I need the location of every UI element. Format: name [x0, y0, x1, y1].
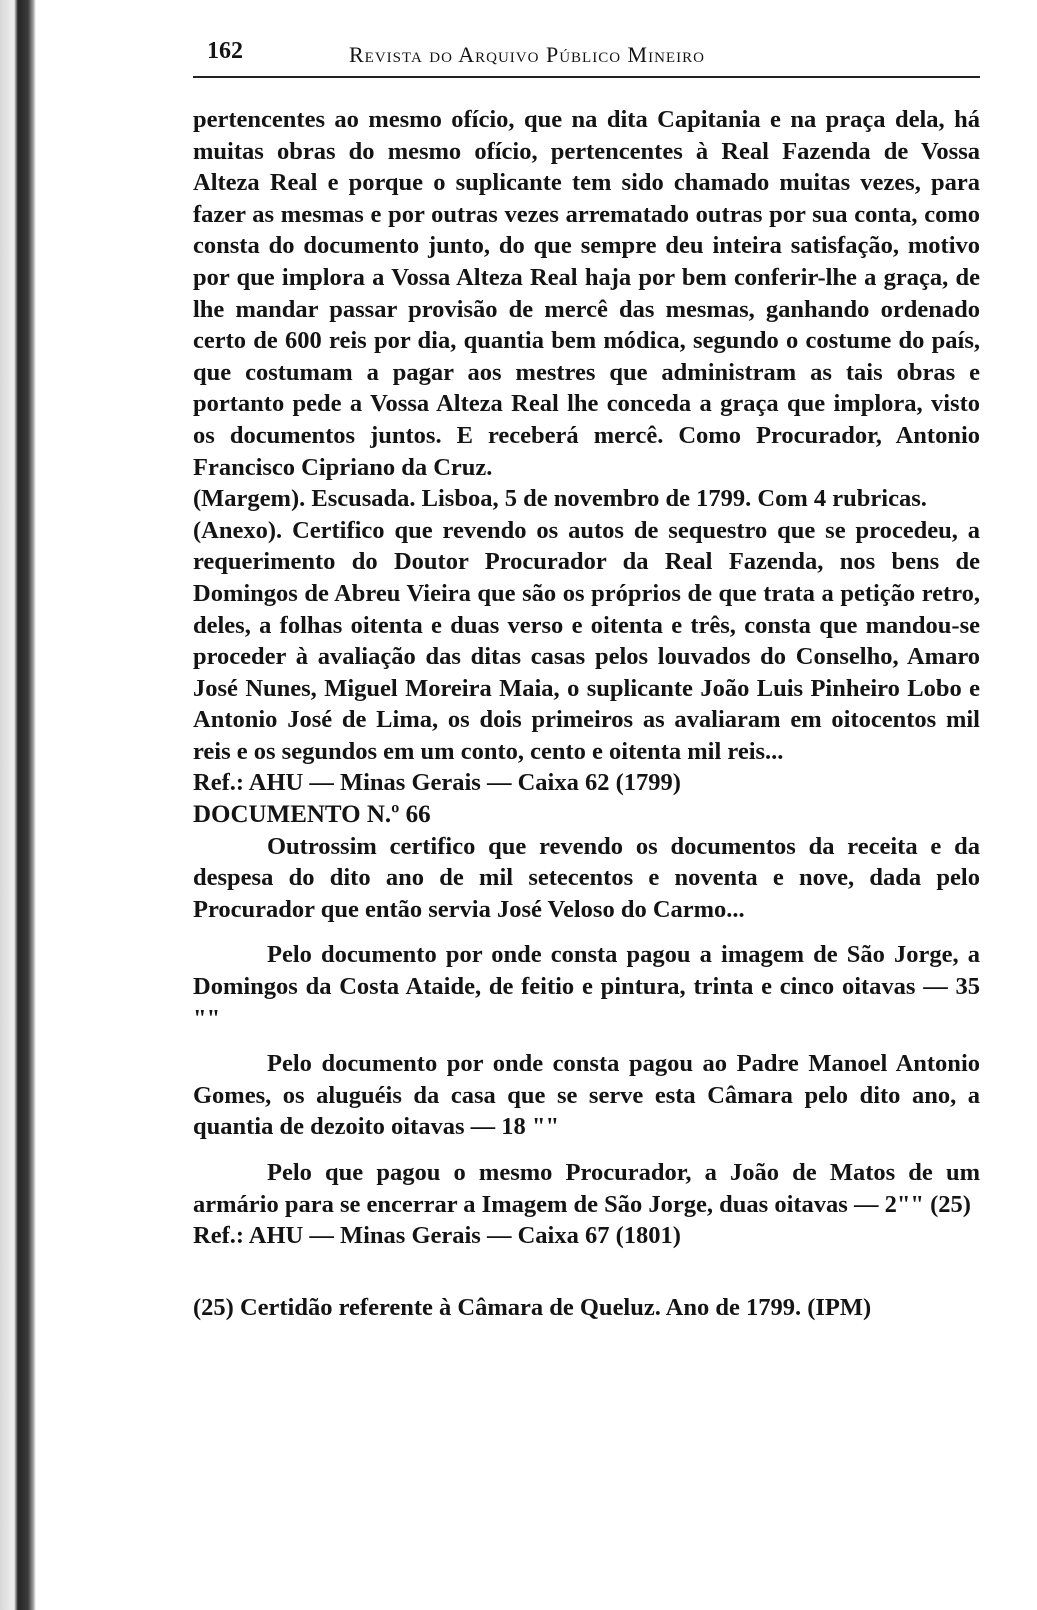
footnote: (25) Certidão referente à Câmara de Queluz. Ano de 1799. (IPM) — [193, 1293, 872, 1321]
document-heading: DOCUMENTO N.º 66 — [193, 801, 431, 829]
paragraph-petition: pertencentes ao mesmo ofício, que na dita Capitania e na praça dela, há muitas obras do mesmo ofício, pertencentes à Real Fazenda de Vossa Alteza Real e porque o suplicante tem sido chamado muitas vezes, para fazer as mesmas e por outras vezes arrematado outras por sua conta, como consta do documento junto, do que sempre deu inteira satisfação, motivo por que implora a Vossa Alteza Real haja por bem conferir-lhe a graça, de lhe mandar passar provisão de mercê das mesmas, ganhando ordenado certo de 600 reis por dia, quantia bem módica, segundo o costume do país, que costumam a pagar aos mestres que administram as tais obras e portanto pede a Vossa Alteza Real lhe conceda a graça que implora, visto os documentos juntos. E receberá mercê. Como Procurador, Antonio Francisco Cipriano da Cruz. — [193, 106, 980, 481]
paragraph-payment-image: Pelo documento por onde consta pagou a imagem de São Jorge, a Domingos da Costa Ataide, de feitio e pintura, trinta e cinco oitavas — 35 "" — [193, 941, 980, 1032]
paragraph-payment-cabinet: Pelo que pagou o mesmo Procurador, a João de Matos de um armário para se encerrar a Imagem de São Jorge, duas oitavas — 2"" (25) — [193, 1159, 980, 1218]
paragraph-certification: Outrossim certifico que revendo os documentos da receita e da despesa do dito ano de mil setecentos e noventa e nove, dada pelo Procurador que então servia José Veloso do Carmo... — [193, 832, 980, 923]
reference-line: Ref.: AHU — Minas Gerais — Caixa 62 (1799) — [193, 769, 681, 797]
book-binding-edge — [0, 0, 36, 1610]
body-text — [193, 104, 980, 1323]
running-header — [193, 32, 980, 78]
paragraph-margin-note: (Margem). Escusada. Lisboa, 5 de novembro de 1799. Com 4 rubricas. — [193, 485, 927, 513]
page-number: 162 — [207, 38, 243, 64]
document-page — [193, 32, 980, 1323]
paragraph-annex: (Anexo). Certifico que revendo os autos de sequestro que se procedeu, a requerimento do Doutor Procurador da Real Fazenda, nos bens de Domingos de Abreu Vieira que são os próprios de que trata a petição retro, deles, a folhas oitenta e duas verso e oitenta e três, consta que mandou-se proceder à avaliação das ditas casas pelos louvados do Conselho, Amaro José Nunes, Miguel Moreira Maia, o suplicante João Luis Pinheiro Lobo e Antonio José de Lima, os dois primeiros as avaliaram em oitocentos mil reis e os segundos em um conto, cento e oitenta mil reis... — [193, 516, 980, 765]
reference-line: Ref.: AHU — Minas Gerais — Caixa 67 (1801) — [193, 1222, 681, 1250]
journal-title: Revista do Arquivo Público Mineiro — [349, 42, 705, 67]
paragraph-payment-rent: Pelo documento por onde consta pagou ao Padre Manoel Antonio Gomes, os aluguéis da casa que se serve esta Câmara pelo dito ano, a quantia de dezoito oitavas — 18 "" — [193, 1050, 980, 1141]
